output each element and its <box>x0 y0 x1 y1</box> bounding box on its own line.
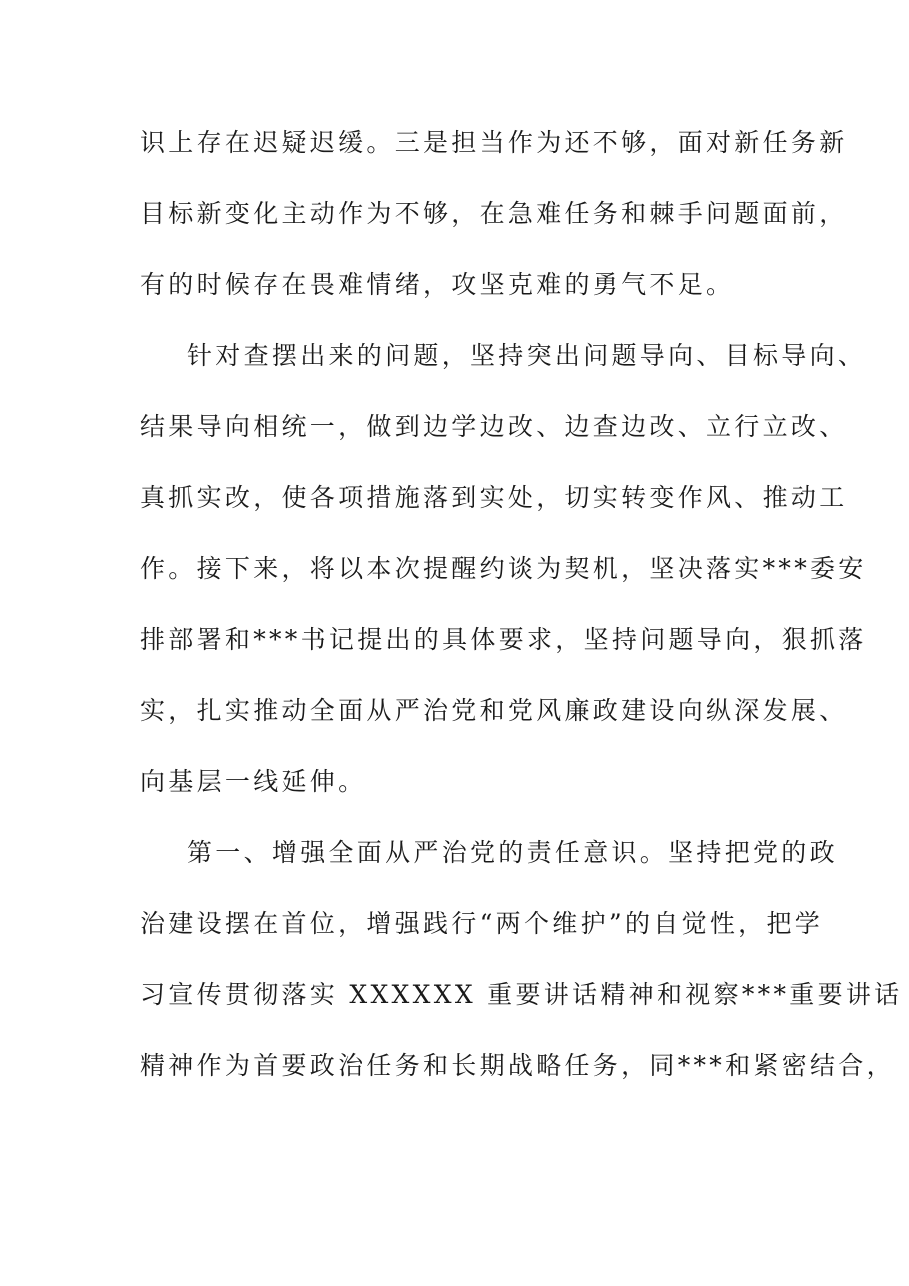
text-line: 排部署和***书记提出的具体要求，坚持问题导向，狠抓落 <box>140 625 867 654</box>
text-line: 作。接下来，将以本次提醒约谈为契机，坚决落实***委安 <box>140 554 867 583</box>
text-line: 治建设摆在首位，增强践行“两个维护”的自觉性，把学 <box>140 909 824 938</box>
text-line: 精神作为首要政治任务和长期战略任务，同***和紧密结合， <box>140 1051 895 1080</box>
paragraph-first-line: 第一、增强全面从严治党的责任意识。坚持把党的政 <box>187 838 838 867</box>
text-line: 向基层一线延伸。 <box>140 767 367 796</box>
text-line: 识上存在迟疑迟缓。三是担当作为还不够，面对新任务新 <box>140 128 848 157</box>
text-line: 结果导向相统一，做到边学边改、边查边改、立行立改、 <box>140 412 848 441</box>
text-line: 目标新变化主动作为不够，在急难任务和棘手问题面前， <box>140 199 848 228</box>
text-line: 习宣传贯彻落实 XXXXXX 重要讲话精神和视察***重要讲话 <box>140 980 903 1009</box>
text-line: 真抓实改，使各项措施落到实处，切实转变作风、推动工 <box>140 483 848 512</box>
text-line: 实，扎实推动全面从严治党和党风廉政建设向纵深发展、 <box>140 696 848 725</box>
paragraph-first-line: 针对查摆出来的问题，坚持突出问题导向、目标导向、 <box>187 341 867 370</box>
text-line: 有的时候存在畏难情绪，攻坚克难的勇气不足。 <box>140 270 735 299</box>
